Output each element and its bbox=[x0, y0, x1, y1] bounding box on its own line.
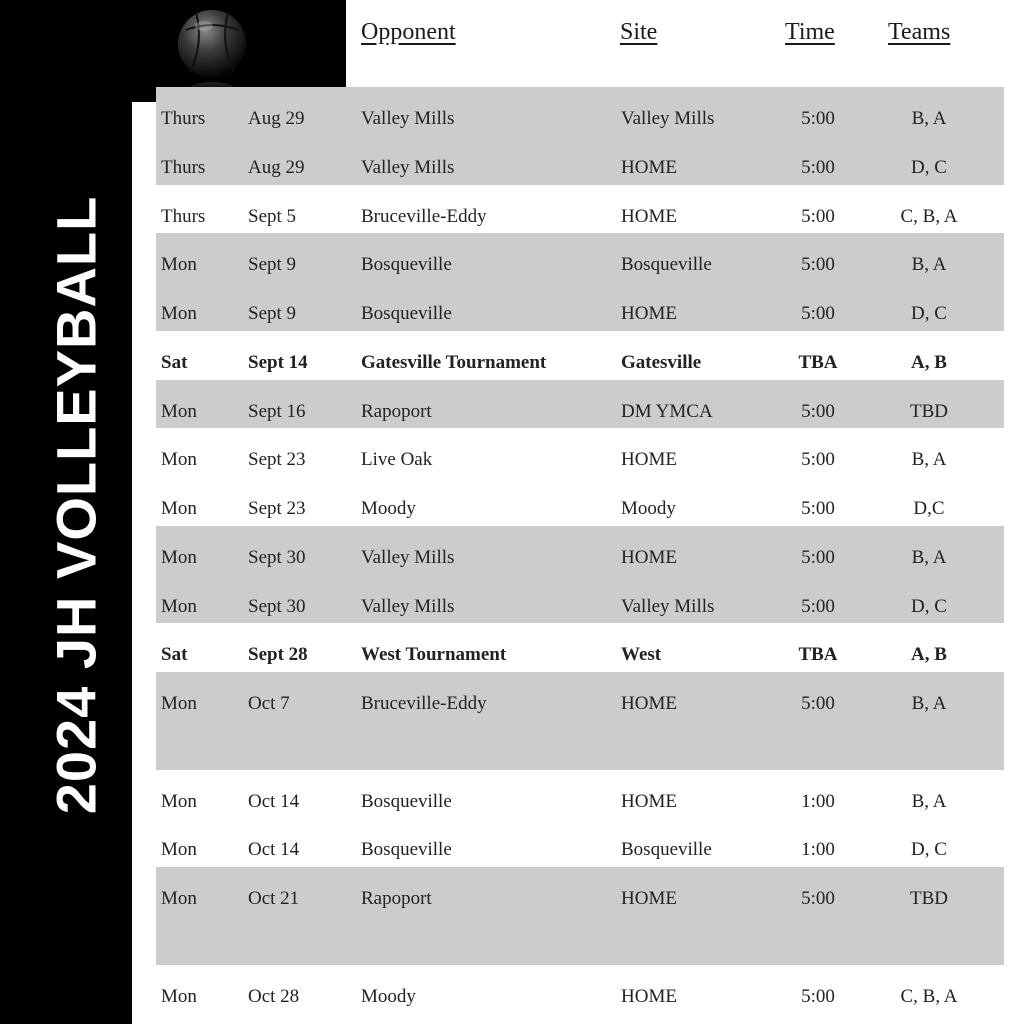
cell-opponent: West Tournament bbox=[361, 644, 507, 666]
cell-site: Gatesville bbox=[621, 351, 702, 373]
cell-opponent: Bosqueville bbox=[361, 303, 452, 324]
cell-opponent: Bosqueville bbox=[361, 254, 452, 276]
cell-opponent: Valley Mills bbox=[361, 546, 455, 568]
table-row: Mon Oct 14 Bosqueville Bosqueville 1:00 D, C bbox=[156, 818, 1004, 867]
cell-day: Mon bbox=[161, 254, 197, 276]
cell-date: Oct 14 bbox=[248, 839, 300, 861]
cell-day: Mon bbox=[161, 985, 197, 1007]
table-row: Mon Sept 23 Live Oak HOME 5:00 B, A bbox=[156, 428, 1004, 477]
cell-date: Aug 29 bbox=[248, 156, 305, 178]
cell-site: HOME bbox=[621, 546, 677, 568]
cell-opponent: Gatesville Tournament bbox=[361, 351, 547, 373]
cell-site: HOME bbox=[621, 156, 677, 178]
cell-date: Oct 14 bbox=[248, 790, 300, 812]
cell-site: HOME bbox=[621, 790, 677, 812]
cell-date: Sept 28 bbox=[248, 644, 308, 666]
cell-site: HOME bbox=[621, 205, 677, 227]
table-row: Mon Oct 7 Bruceville-Eddy HOME 5:00 B, A bbox=[156, 672, 1004, 770]
cell-opponent: Valley Mills bbox=[361, 108, 455, 129]
cell-date: Sept 9 bbox=[248, 254, 297, 276]
table-row: Mon Oct 21 Rapoport HOME 5:00 TBD bbox=[156, 867, 1004, 965]
table-row: Thurs Sept 5 Bruceville-Eddy HOME 5:00 C, B, A bbox=[156, 185, 1004, 234]
cell-opponent: Valley Mills bbox=[361, 595, 455, 617]
cell-site: HOME bbox=[621, 449, 677, 471]
header-teams: Teams bbox=[888, 19, 951, 45]
table-row: Mon Oct 14 Bosqueville HOME 1:00 B, A bbox=[156, 770, 1004, 819]
table-row: Mon Sept 9 Bosqueville HOME 5:00 D, C bbox=[156, 282, 1004, 331]
cell-day: Mon bbox=[161, 498, 197, 519]
cell-opponent: Bruceville-Eddy bbox=[361, 693, 487, 714]
cell-day: Mon bbox=[161, 790, 197, 812]
cell-date: Oct 7 bbox=[248, 693, 290, 714]
cell-opponent: Bruceville-Eddy bbox=[361, 205, 487, 227]
cell-site: HOME bbox=[621, 985, 677, 1007]
cell-date: Sept 23 bbox=[248, 498, 306, 519]
cell-opponent: Bosqueville bbox=[361, 839, 452, 861]
cell-site: HOME bbox=[621, 888, 677, 909]
cell-site: Moody bbox=[621, 498, 676, 519]
table-row: Mon Sept 23 Moody Moody 5:00 D,C bbox=[156, 477, 1004, 526]
cell-opponent: Moody bbox=[361, 985, 416, 1007]
cell-date: Sept 5 bbox=[248, 205, 297, 227]
header-site: Site bbox=[620, 19, 658, 45]
cell-day: Mon bbox=[161, 400, 197, 422]
table-row: Sat Sept 14 Gatesville Tournament Gatesville TBA A, B bbox=[156, 331, 1004, 380]
table-row: Mon Oct 28 Moody HOME 5:00 C, B, A bbox=[156, 965, 1004, 1014]
header-time: Time bbox=[785, 19, 835, 45]
cell-date: Oct 21 bbox=[248, 888, 300, 909]
page-title: 2024 JH VOLLEYBALL bbox=[44, 195, 108, 815]
cell-site: Valley Mills bbox=[621, 108, 715, 129]
cell-day: Thurs bbox=[161, 156, 206, 178]
cell-day: Mon bbox=[161, 449, 197, 471]
header-opponent: Opponent bbox=[361, 19, 456, 45]
table-row: Mon Sept 9 Bosqueville Bosqueville 5:00 B, A bbox=[156, 233, 1004, 282]
cell-site: Bosqueville bbox=[621, 254, 712, 276]
table-row: Mon Sept 16 Rapoport DM YMCA 5:00 TBD bbox=[156, 380, 1004, 429]
cell-date: Sept 30 bbox=[248, 546, 306, 568]
cell-day: Mon bbox=[161, 839, 197, 861]
cell-site: Valley Mills bbox=[621, 595, 715, 617]
cell-day: Sat bbox=[161, 644, 188, 666]
cell-day: Thurs bbox=[161, 205, 206, 227]
cell-day: Mon bbox=[161, 595, 197, 617]
cell-opponent: Rapoport bbox=[361, 888, 432, 909]
table-row: Thurs Aug 29 Valley Mills HOME 5:00 D, C bbox=[156, 136, 1004, 185]
cell-opponent: Moody bbox=[361, 498, 416, 519]
cell-opponent: Live Oak bbox=[361, 449, 433, 471]
cell-site: HOME bbox=[621, 693, 677, 714]
cell-day: Sat bbox=[161, 351, 188, 373]
table-row: Thurs Aug 29 Valley Mills Valley Mills 5:00 B, A bbox=[156, 87, 1004, 136]
table-row: Mon Sept 30 Valley Mills HOME 5:00 B, A bbox=[156, 526, 1004, 575]
schedule-table bbox=[156, 87, 1004, 1013]
cell-date: Aug 29 bbox=[248, 108, 305, 129]
cell-opponent: Valley Mills bbox=[361, 156, 455, 178]
cell-day: Mon bbox=[161, 546, 197, 568]
cell-site: HOME bbox=[621, 303, 677, 324]
cell-date: Sept 30 bbox=[248, 595, 306, 617]
cell-site: Bosqueville bbox=[621, 839, 712, 861]
cell-day: Mon bbox=[161, 888, 197, 909]
cell-site: West bbox=[621, 644, 662, 666]
cell-date: Sept 9 bbox=[248, 303, 297, 324]
cell-date: Sept 14 bbox=[248, 351, 308, 373]
table-row: Sat Sept 28 West Tournament West TBA A, B bbox=[156, 623, 1004, 672]
cell-day: Mon bbox=[161, 693, 197, 714]
cell-opponent: Bosqueville bbox=[361, 790, 452, 812]
cell-opponent: Rapoport bbox=[361, 400, 432, 422]
cell-date: Oct 28 bbox=[248, 985, 300, 1007]
table-row: Mon Sept 30 Valley Mills Valley Mills 5:00 D, C bbox=[156, 575, 1004, 624]
cell-day: Mon bbox=[161, 303, 197, 324]
cell-day: Thurs bbox=[161, 108, 206, 129]
cell-date: Sept 23 bbox=[248, 449, 306, 471]
cell-site: DM YMCA bbox=[621, 400, 713, 422]
cell-date: Sept 16 bbox=[248, 400, 306, 422]
